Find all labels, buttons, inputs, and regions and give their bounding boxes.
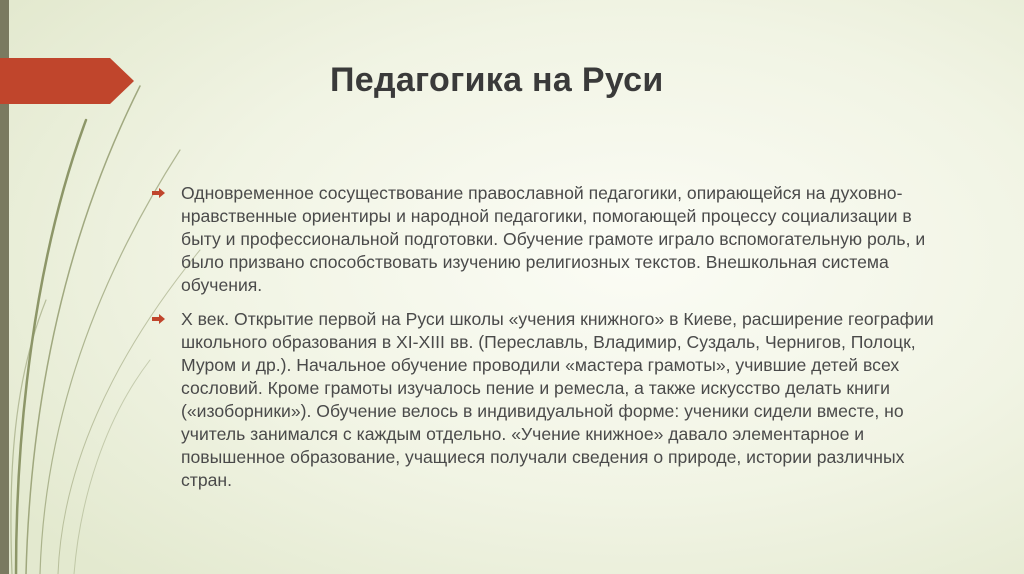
slide-title: Педагогика на Руси <box>330 61 664 99</box>
arrow-bullet-icon <box>152 188 165 198</box>
bullet-text: X век. Открытие первой на Руси школы «учения книжного» в Киеве, расширение географии школьного образования в XI-XIII вв. (Переславль, Владимир, Суздаль, Чернигов, Полоцк, Муром и др.). Начальное обучение проводили «мастера грамоты», учившие детей всех сословий. Кроме грамоты изучалось пение и ремесла, а также искусство делать книги («изоборники»). Обучение велось в индивидуальной форме: ученики сидели вместе, но учитель занимался с каждым отдельно. «Учение книжное» давало элементарное и повышенное образование, учащиеся получали сведения о природе, истории различных стран. <box>181 309 934 490</box>
bullet-item <box>152 308 952 492</box>
bullet-list <box>152 182 952 503</box>
arrow-bullet-icon <box>152 314 165 324</box>
ribbon-arrow-icon <box>0 58 134 104</box>
bullet-text: Одновременное сосуществование православной педагогики, опирающейся на духовно-нравственные ориентиры и народной педагогики, помогающей процессу социализации в быту и профессиональной подготовки. Обучение грамоте играло вспомогательную роль, и было призвано способствовать изучению религиозных текстов. Внешкольная система обучения. <box>181 183 926 295</box>
bullet-item <box>152 182 952 297</box>
